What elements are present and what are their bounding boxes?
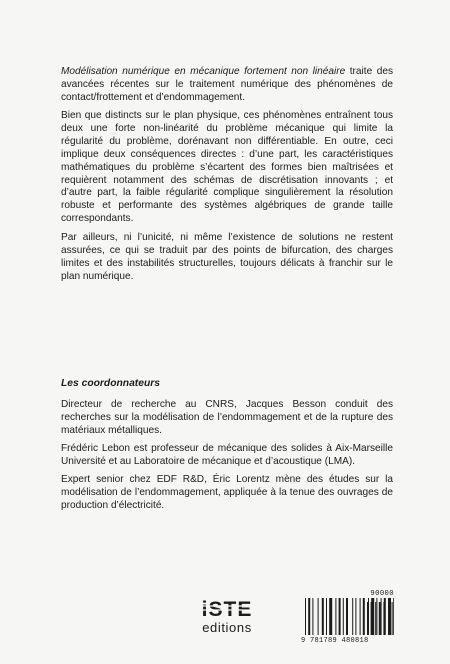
paragraph-2-text: Bien que distincts sur le plan physique, ces phénomènes entraînent tous deux une forte non-linéarité du problème mécanique qui limite la régularité du problème, dorénavant non différentiable. En outre, ceci implique deux conséquences directes : d’une part, les caractéristiques mathématiques du problème s’écartent des formes bien maîtrisées et requièrent notamment des schémas de discrétisation innovants ; et d’autre part, la faible régularité complique singulièrement la résolution robuste et performante des systèmes algébriques de grande taille correspondants. bbox=[61, 110, 393, 225]
barcode-bar bbox=[368, 598, 369, 635]
coordinator-bio-besson bbox=[61, 399, 393, 438]
bio-text: Expert senior chez EDF R&D, Éric Lorentz mène des études sur la modélisation de l’endommagement, appliquée à la tenue des ouvrages de production d’électricité. bbox=[61, 474, 393, 511]
iste-editions-logo bbox=[192, 597, 262, 637]
logo-bottom-text: editions bbox=[202, 620, 252, 635]
barcode-addon-bar bbox=[371, 602, 373, 635]
coordinator-bio-lorentz bbox=[61, 474, 393, 513]
barcode-bar bbox=[305, 598, 306, 635]
barcode-bar bbox=[308, 598, 310, 635]
barcode-bar bbox=[318, 598, 319, 635]
bio-text: Frédéric Lebon est professeur de mécanique des solides à Aix-Marseille Université et au Laboratoire de mécanique et d’acoustique (LMA). bbox=[61, 443, 393, 467]
isbn-number: 9 781789 480818 bbox=[301, 637, 369, 645]
coordinator-bio-lebon bbox=[61, 443, 393, 469]
coordinators-heading: Les coordonnateurs bbox=[61, 378, 160, 389]
paragraph-3 bbox=[61, 232, 393, 284]
addon-price-code: 90000 bbox=[370, 590, 394, 598]
intro-paragraph bbox=[61, 66, 393, 105]
barcode-bar bbox=[393, 598, 394, 635]
logo-top-text: iSTE bbox=[201, 598, 253, 621]
barcode-bar bbox=[335, 598, 336, 635]
barcode-bar bbox=[360, 598, 361, 635]
paragraph-2 bbox=[61, 110, 393, 226]
barcode-bar bbox=[352, 598, 353, 635]
barcode-addon-bar bbox=[375, 602, 376, 635]
paragraph-3-text: Par ailleurs, ni l’unicité, ni même l’existence de solutions ne restent assurées, ce qui se traduit par des points de bifurcation, des charges limites et des instabilités structurelles, toujours délicats à franchir sur le plan numérique. bbox=[61, 232, 393, 282]
barcode-bar bbox=[343, 598, 344, 635]
barcode-bar bbox=[355, 598, 356, 635]
barcode-addon-bar bbox=[392, 602, 393, 635]
barcode-bar bbox=[346, 598, 348, 635]
barcode-bar bbox=[329, 598, 332, 635]
barcode-bar bbox=[339, 598, 341, 635]
intro-text: traite des avancées récentes sur le traitement numérique des phénomènes de contact/frottement et d’endommagement. bbox=[61, 66, 393, 103]
isbn-barcode bbox=[301, 590, 394, 648]
barcode-addon-bar bbox=[388, 602, 389, 635]
barcode-bar bbox=[322, 598, 324, 635]
barcode-bar bbox=[312, 598, 313, 635]
barcode-addon-bar bbox=[379, 602, 381, 635]
barcode-bar bbox=[376, 598, 377, 635]
barcode-addon-bar bbox=[367, 602, 368, 635]
barcode-addon-bar bbox=[383, 602, 384, 635]
barcode-bar bbox=[363, 598, 365, 635]
book-title: Modélisation numérique en mécanique fortement non linéaire bbox=[61, 66, 346, 77]
barcode-bar bbox=[326, 598, 327, 635]
bio-text: Directeur de recherche au CNRS, Jacques Besson conduit des recherches sur la modélisation de l’endommagement et de la rupture des matériaux métalliques. bbox=[61, 399, 393, 436]
